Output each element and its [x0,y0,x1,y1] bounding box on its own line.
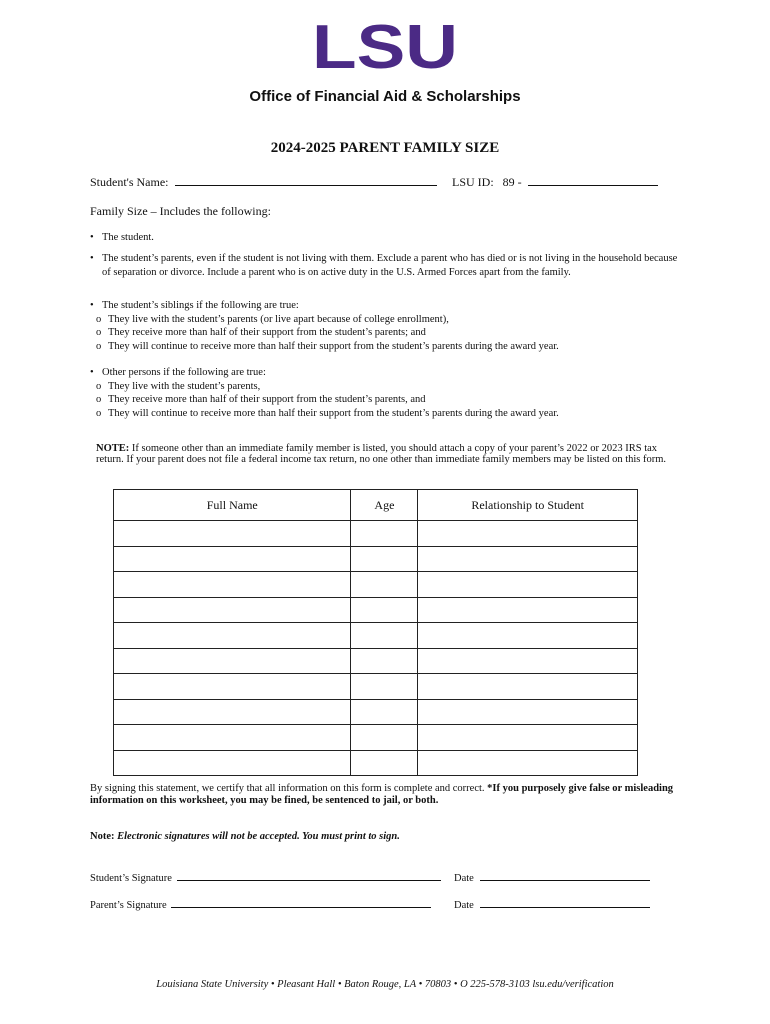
full-name-cell[interactable] [114,572,351,598]
relationship-cell[interactable] [418,572,638,598]
parent-date-row [454,897,650,911]
table-row [114,597,638,623]
form-title: 2024-2025 PARENT FAMILY SIZE [270,140,500,156]
parent-date-label: Date [454,900,474,911]
family-size-heading: Family Size – Includes the following: [90,204,271,218]
table-header-row [114,490,638,521]
parent-signature-row [90,897,431,911]
lsu-id-row [452,175,658,190]
full-name-cell[interactable] [114,648,351,674]
sibling-condition: o They will continue to receive more than half their support from the student’s parents during the award year. [88,340,683,354]
full-name-cell[interactable] [114,725,351,751]
table-row [114,699,638,725]
table-row [114,623,638,649]
bullet-siblings-text: • The student’s siblings if the following are true: [88,299,683,313]
certification-warning: *If you purposely give false or misleading information on this worksheet, you may be fined, be sentenced to jail, or both. [90,783,674,806]
full-name-cell[interactable] [114,546,351,572]
footer-address: Louisiana State University • Pleasant Hall • Baton Rouge, LA • 70803 • O 225-578-3103 lsu.edu/verification [156,979,614,990]
parent-signature-field[interactable] [171,897,431,908]
student-name-field[interactable] [175,175,437,186]
parent-date-field[interactable] [480,897,650,908]
bullet-parents-text: • The student’s parents, even if the student is not living with them. Exclude a parent who has died or is not living in the household because of separation or divorce. Include a parent who is on active duty in the U.S. Armed Forces apart from the family. [88,252,683,279]
bullet-student-text: • The student. [88,231,683,245]
age-cell[interactable] [351,546,418,572]
lsu-logo [311,22,459,70]
age-cell[interactable] [351,699,418,725]
esig-text: Electronic signatures will not be accepted. You must print to sign. [114,831,400,842]
age-cell[interactable] [351,648,418,674]
relationship-cell[interactable] [418,750,638,776]
table-row [114,521,638,547]
age-cell[interactable] [351,521,418,547]
full-name-cell[interactable] [114,623,351,649]
relationship-cell[interactable] [418,597,638,623]
sibling-condition: o They receive more than half of their support from the student’s parents; and [88,326,683,340]
other-condition: o They live with the student’s parents, [88,380,683,394]
lsu-id-field[interactable] [528,175,658,186]
student-date-row [454,870,650,884]
other-condition: o They will continue to receive more than half their support from the student’s parents during the award year. [88,407,683,421]
student-date-label: Date [454,873,474,884]
full-name-cell[interactable] [114,699,351,725]
student-name-label: Student's Name: [90,175,169,189]
certification-statement [90,783,682,807]
full-name-cell[interactable] [114,750,351,776]
lsu-logo-text: LSU [312,22,458,70]
relationship-cell[interactable] [418,674,638,700]
table-row [114,572,638,598]
student-signature-label: Student’s Signature [90,873,172,884]
full-name-header: Full Name [114,490,351,521]
irs-note [96,443,681,465]
full-name-cell[interactable] [114,521,351,547]
full-name-cell[interactable] [114,597,351,623]
certification-text: By signing this statement, we certify that all information on this form is complete and correct. [90,783,488,794]
note-text: If someone other than an immediate family member is listed, you should attach a copy of your parent’s 2022 or 2023 IRS tax return. If your parent does not file a federal income tax return, no one other than immediate family members may be listed on this form. [96,443,667,465]
student-signature-field[interactable] [177,870,441,881]
bullet-siblings [88,299,683,353]
age-cell[interactable] [351,750,418,776]
table-row [114,725,638,751]
relationship-header: Relationship to Student [418,490,638,521]
table-row [114,546,638,572]
full-name-cell[interactable] [114,674,351,700]
sibling-condition: o They live with the student’s parents (or live apart because of college enrollment), [88,313,683,327]
table-row [114,750,638,776]
age-cell[interactable] [351,725,418,751]
bullet-student [88,231,683,245]
relationship-cell[interactable] [418,521,638,547]
relationship-cell[interactable] [418,546,638,572]
note-label: NOTE: [96,443,130,454]
office-name: Office of Financial Aid & Scholarships [249,88,521,105]
age-cell[interactable] [351,572,418,598]
age-cell[interactable] [351,674,418,700]
student-name-row [90,175,437,190]
family-members-table [113,489,638,776]
relationship-cell[interactable] [418,648,638,674]
esig-label: Note: [90,831,115,842]
student-signature-row [90,870,441,884]
age-header: Age [351,490,418,521]
age-cell[interactable] [351,597,418,623]
age-cell[interactable] [351,623,418,649]
relationship-cell[interactable] [418,623,638,649]
student-date-field[interactable] [480,870,650,881]
other-condition: o They receive more than half of their support from the student’s parents, and [88,393,683,407]
electronic-signature-note [90,831,400,842]
relationship-cell[interactable] [418,699,638,725]
lsu-id-prefix: 89 - [502,175,522,189]
bullet-parents [88,252,683,279]
bullet-other-text: • Other persons if the following are true: [88,366,683,380]
table-row [114,674,638,700]
lsu-id-label: LSU ID: [452,175,494,189]
bullet-other-persons [88,366,683,420]
table-row [114,648,638,674]
relationship-cell[interactable] [418,725,638,751]
parent-signature-label: Parent’s Signature [90,900,167,911]
